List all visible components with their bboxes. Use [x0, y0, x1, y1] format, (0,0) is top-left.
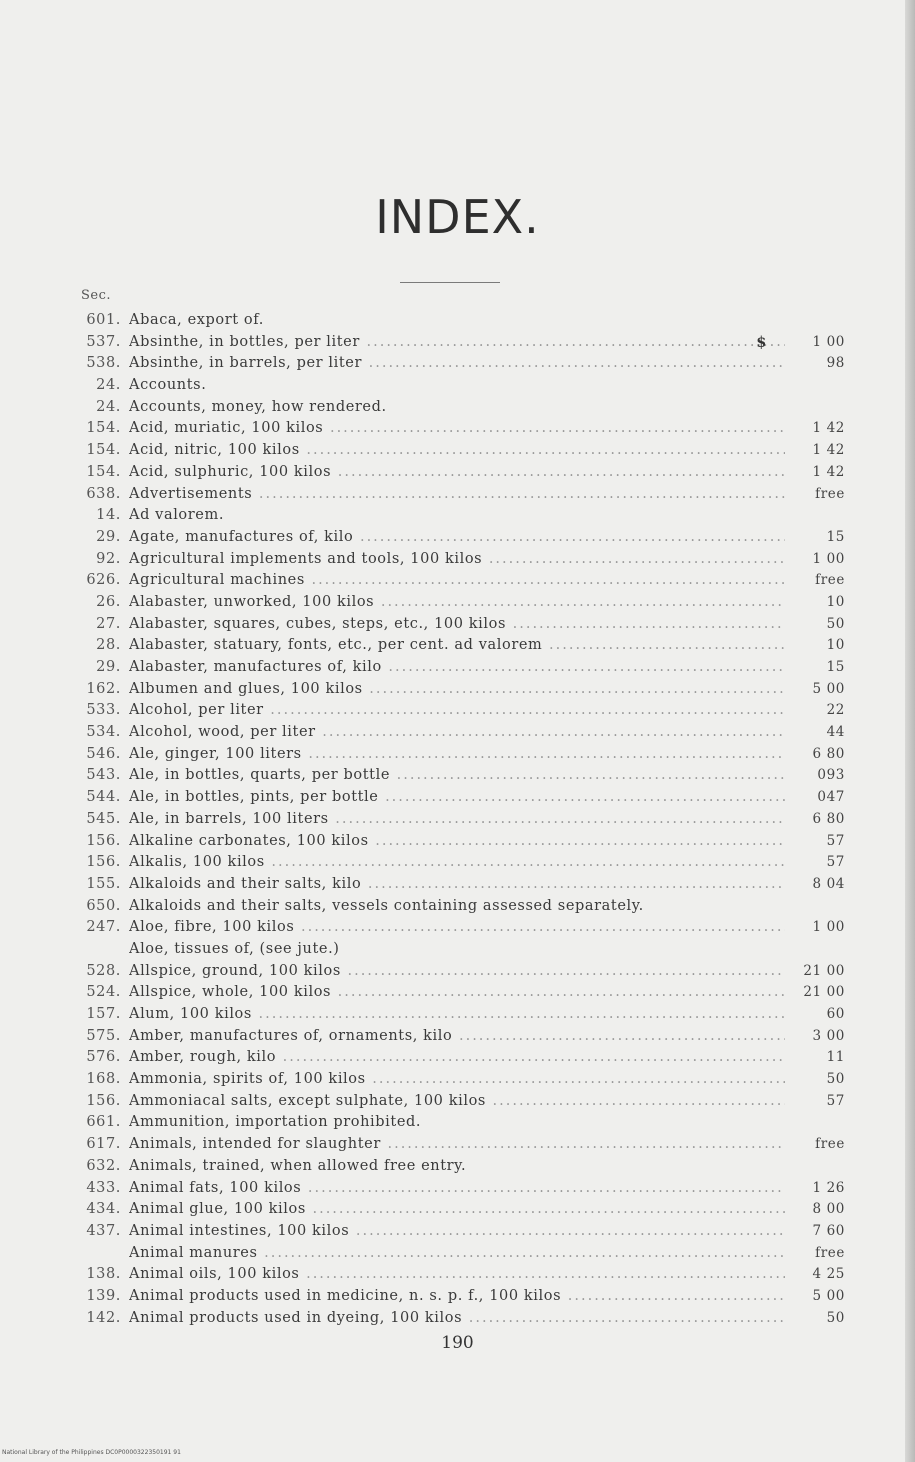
duty-rate: 1 42	[812, 442, 845, 459]
section-number: 575.	[86, 1027, 121, 1044]
section-number: 92.	[96, 550, 121, 567]
index-entry	[77, 375, 845, 397]
section-number: 24.	[96, 398, 121, 415]
entry-text: Animal glue, 100 kilos .....	[129, 1199, 785, 1221]
index-entry	[77, 570, 845, 592]
section-number: 29.	[96, 659, 121, 675]
section-number: 601.	[86, 312, 121, 328]
index-entry	[77, 961, 845, 983]
entry-text: Alum, 100 kilos .....	[129, 1004, 785, 1026]
entry-text: Albumen and glues, 100 kilos .....	[129, 679, 785, 701]
section-number: 154.	[86, 420, 121, 437]
section-number: 155.	[86, 875, 121, 892]
index-entry	[77, 1221, 845, 1243]
section-number: 638.	[86, 485, 121, 502]
index-entry	[77, 939, 845, 961]
section-number: 543.	[86, 767, 121, 784]
entry-text: Alkaline carbonates, 100 kilos .....	[129, 831, 785, 853]
entry-text: Acid, sulphuric, 100 kilos .....	[129, 462, 785, 484]
duty-rate: 1 26	[812, 1179, 845, 1196]
index-entry	[77, 418, 845, 440]
entry-text: Animal oils, 100 kilos .....	[129, 1264, 785, 1286]
entry-text: Allspice, whole, 100 kilos .....	[129, 982, 785, 1004]
entry-text: Agricultural machines .....	[129, 570, 785, 592]
section-number: 533.	[86, 702, 121, 719]
duty-rate: 57	[826, 1092, 845, 1109]
duty-rate: 6 80	[812, 745, 845, 762]
duty-rate: 50	[826, 1309, 845, 1326]
section-number: 617.	[86, 1136, 121, 1153]
entry-text: Animals, trained, when allowed free entry.	[129, 1157, 467, 1174]
section-number: 156.	[86, 832, 121, 849]
entry-text: Aloe, fibre, 100 kilos .....	[129, 917, 785, 939]
section-number: 138.	[86, 1266, 121, 1283]
index-entry	[77, 527, 845, 549]
section-number: 534.	[86, 724, 121, 741]
duty-rate: 15	[826, 659, 845, 675]
entry-text: Accounts, money, how rendered.	[129, 398, 387, 415]
duty-rate: 4 25	[812, 1266, 845, 1283]
duty-rate: 8 00	[812, 1201, 845, 1218]
duty-rate: 44	[826, 724, 845, 741]
duty-rate: free	[815, 1244, 845, 1261]
entry-text: Amber, rough, kilo .....	[129, 1047, 785, 1069]
duty-rate: 57	[826, 832, 845, 849]
entry-text: Animals, intended for slaughter .....	[129, 1134, 785, 1156]
section-number: 528.	[86, 962, 121, 979]
index-entry	[77, 1178, 845, 1200]
section-number: 14.	[96, 507, 121, 524]
entry-text: Alcohol, wood, per liter .....	[129, 722, 785, 744]
entry-text: Alabaster, unworked, 100 kilos .....	[129, 592, 785, 614]
index-entry	[77, 874, 845, 896]
index-entry	[77, 549, 845, 571]
entry-text: Ale, ginger, 100 liters .....	[129, 744, 785, 766]
section-number: 28.	[96, 637, 121, 654]
entry-text: Absinthe, in barrels, per liter .....	[129, 353, 785, 375]
entry-text: Animal fats, 100 kilos .....	[129, 1178, 785, 1200]
entry-text: Advertisements .....	[129, 484, 785, 506]
entry-text: Ad valorem.	[129, 507, 225, 524]
duty-rate: 5 00	[812, 1287, 845, 1304]
entry-text: Aloe, tissues of, (see jute.)	[129, 940, 340, 957]
index-entry	[77, 657, 845, 679]
duty-rate: 15	[826, 528, 845, 545]
duty-rate: 98	[826, 355, 845, 372]
duty-rate: 1 42	[812, 420, 845, 437]
duty-rate: 1 00	[812, 550, 845, 567]
index-entry	[77, 462, 845, 484]
entry-text: Allspice, ground, 100 kilos .....	[129, 961, 785, 983]
index-entry	[77, 831, 845, 853]
entry-text: Ale, in barrels, 100 liters .....	[129, 809, 785, 831]
duty-rate: 7 60	[812, 1222, 845, 1239]
index-entry	[77, 1243, 845, 1265]
index-entry	[77, 397, 845, 419]
duty-rate: 21 00	[803, 962, 845, 979]
section-number: 434.	[86, 1201, 121, 1218]
index-entry	[77, 614, 845, 636]
entry-text: Alabaster, squares, cubes, steps, etc., 100 kilos .....	[129, 614, 785, 636]
section-number: 139.	[86, 1287, 121, 1304]
section-number: 142.	[86, 1309, 121, 1326]
entry-text: Accounts.	[129, 377, 207, 394]
section-number: 433.	[86, 1179, 121, 1196]
index-entry	[77, 1004, 845, 1026]
index-entry	[77, 353, 845, 375]
index-entry	[77, 1069, 845, 1091]
index-entry	[77, 1308, 845, 1330]
section-number: 632.	[86, 1157, 121, 1174]
entry-text: Animal intestines, 100 kilos .....	[129, 1221, 785, 1243]
entry-text: Abaca, export of.	[129, 312, 264, 328]
section-number: 626.	[86, 572, 121, 589]
index-entry	[77, 744, 845, 766]
section-number: 162.	[86, 680, 121, 697]
duty-rate: 22	[826, 702, 845, 719]
section-number: 156.	[86, 854, 121, 871]
duty-rate: 1 00	[812, 919, 845, 936]
section-column-label: Sec.	[81, 288, 112, 303]
page-number: 190	[441, 1333, 474, 1353]
duty-rate: free	[815, 1136, 845, 1153]
section-number: 437.	[86, 1222, 121, 1239]
entry-text: Alabaster, statuary, fonts, etc., per cent. ad valorem .....	[129, 635, 785, 657]
duty-rate: 6 80	[812, 810, 845, 827]
entry-text: Ammunition, importation prohibited.	[129, 1114, 422, 1131]
entry-text: Acid, muriatic, 100 kilos .....	[129, 418, 785, 440]
duty-rate: 60	[826, 1006, 845, 1022]
section-number: 24.	[96, 377, 121, 394]
entry-text: Ammoniacal salts, except sulphate, 100 kilos .....	[129, 1091, 785, 1113]
entry-text: Amber, manufactures of, ornaments, kilo .....	[129, 1026, 785, 1048]
section-number: 545.	[86, 810, 121, 827]
section-number: 661.	[86, 1114, 121, 1131]
index-entry	[77, 332, 845, 354]
section-number: 576.	[86, 1049, 121, 1066]
index-entries	[77, 310, 845, 1329]
entry-text: Agricultural implements and tools, 100 kilos .....	[129, 549, 785, 571]
index-entry	[77, 1199, 845, 1221]
duty-rate: 1 00	[812, 333, 845, 350]
section-number: 537.	[86, 333, 121, 350]
duty-rate: free	[815, 485, 845, 502]
index-entry	[77, 852, 845, 874]
page-title: INDEX.	[375, 190, 540, 244]
section-number: 26.	[96, 593, 121, 610]
index-entry	[77, 765, 845, 787]
entry-text: Animal products used in medicine, n. s. p. f., 100 kilos .....	[129, 1286, 785, 1308]
title-rule	[400, 282, 500, 283]
index-entry	[77, 1264, 845, 1286]
index-entry	[77, 1112, 845, 1134]
duty-rate: free	[815, 572, 845, 589]
dollar-sign: $	[756, 333, 767, 351]
index-entry	[77, 787, 845, 809]
entry-text: Animal manures .....	[129, 1243, 785, 1265]
index-entry	[77, 1047, 845, 1069]
entry-text: Animal products used in dyeing, 100 kilos .....	[129, 1308, 785, 1330]
section-number: 247.	[86, 919, 121, 936]
duty-rate: 3 00	[812, 1027, 845, 1044]
duty-rate: 57	[826, 854, 845, 871]
entry-text: Alcohol, per liter .....	[129, 700, 785, 722]
index-entry	[77, 982, 845, 1004]
index-entry	[77, 722, 845, 744]
duty-rate: 093	[817, 767, 845, 784]
index-entry	[77, 896, 845, 918]
duty-rate: 50	[826, 615, 845, 632]
duty-rate: 11	[826, 1049, 845, 1066]
index-entry	[77, 679, 845, 701]
section-number: 650.	[86, 897, 121, 914]
index-entry	[77, 484, 845, 506]
index-entry	[77, 1091, 845, 1113]
index-entry	[77, 809, 845, 831]
section-number: 154.	[86, 442, 121, 459]
section-number: 29.	[96, 528, 121, 545]
entry-text: Alabaster, manufactures of, kilo .....	[129, 657, 785, 679]
section-number: 157.	[86, 1006, 121, 1022]
entry-text: Alkalis, 100 kilos .....	[129, 852, 785, 874]
index-entry	[77, 1134, 845, 1156]
duty-rate: 21 00	[803, 984, 845, 1001]
duty-rate: 047	[817, 789, 845, 806]
index-entry	[77, 592, 845, 614]
section-number: 27.	[96, 615, 121, 632]
index-entry	[77, 440, 845, 462]
section-number: 544.	[86, 789, 121, 806]
duty-rate: 8 04	[812, 875, 845, 892]
duty-rate: 5 00	[812, 680, 845, 697]
entry-text: Absinthe, in bottles, per liter .....	[129, 332, 785, 354]
section-number: 154.	[86, 463, 121, 480]
entry-text: Alkaloids and their salts, kilo .....	[129, 874, 785, 896]
section-number: 156.	[86, 1092, 121, 1109]
section-number: 546.	[86, 745, 121, 762]
index-entry	[77, 1156, 845, 1178]
index-entry	[77, 505, 845, 527]
duty-rate: 10	[826, 593, 845, 610]
section-number: 538.	[86, 355, 121, 372]
index-entry	[77, 635, 845, 657]
duty-rate: 1 42	[812, 463, 845, 480]
entry-text: Acid, nitric, 100 kilos .....	[129, 440, 785, 462]
index-entry	[77, 1286, 845, 1308]
entry-text: Agate, manufactures of, kilo .....	[129, 527, 785, 549]
section-number: 168.	[86, 1071, 121, 1088]
index-entry	[77, 1026, 845, 1048]
duty-rate: 50	[826, 1071, 845, 1088]
duty-rate: 10	[826, 637, 845, 654]
index-entry	[77, 700, 845, 722]
index-entry	[77, 310, 845, 332]
library-footer: National Library of the Philippines DC0P0000322350191 91	[2, 1449, 181, 1456]
section-number: 524.	[86, 984, 121, 1001]
entry-text: Ale, in bottles, pints, per bottle .....	[129, 787, 785, 809]
entry-text: Ammonia, spirits of, 100 kilos .....	[129, 1069, 785, 1091]
index-entry	[77, 917, 845, 939]
entry-text: Alkaloids and their salts, vessels containing assessed separately.	[129, 897, 644, 914]
entry-text: Ale, in bottles, quarts, per bottle .....	[129, 765, 785, 787]
